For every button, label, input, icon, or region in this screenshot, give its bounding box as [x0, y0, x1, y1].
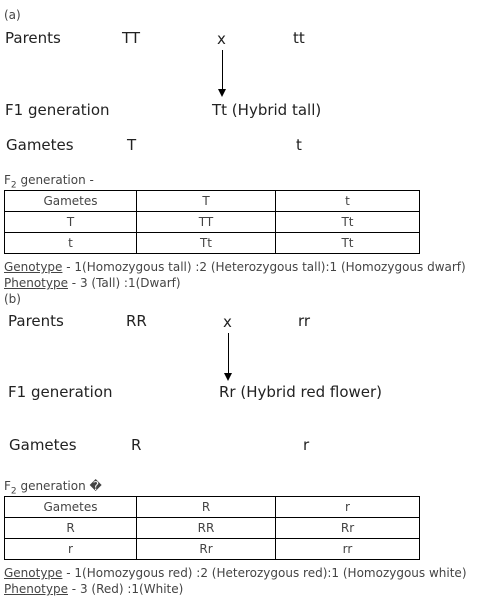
table-cell: r — [5, 539, 137, 560]
gamete-1: T — [127, 136, 137, 154]
f2-generation-heading: $F_2$ generation - — [4, 173, 94, 191]
cross-symbol: x — [223, 313, 232, 331]
cross-arrow-line — [228, 333, 229, 376]
table-cell: RR — [137, 518, 276, 539]
table-cell: Tt — [276, 233, 420, 254]
parent-2-genotype: tt — [293, 29, 305, 47]
table-row — [5, 233, 420, 254]
table-cell: t — [5, 233, 137, 254]
gamete-1: R — [131, 436, 142, 454]
table-cell: T — [5, 212, 137, 233]
phenotype-ratio: Phenotype - 3 (Tall) :1(Dwarf) — [4, 276, 181, 290]
table-cell: rr — [276, 539, 420, 560]
part-b-label: (b) — [4, 292, 21, 306]
cross-symbol: x — [217, 30, 226, 48]
parents-label: Parents — [8, 312, 64, 330]
gamete-2: r — [303, 436, 310, 454]
genotype-ratio: Genotype - 1(Homozygous red) :2 (Heterozygous red):1 (Homozygous white) — [4, 566, 467, 580]
table-row — [5, 539, 420, 560]
table-cell: R — [5, 518, 137, 539]
parent-1-genotype: RR — [126, 312, 147, 330]
genotype-ratio: Genotype - 1(Homozygous tall) :2 (Heterozygous tall):1 (Homozygous dwarf) — [4, 260, 466, 274]
f1-result: Tt (Hybrid tall) — [212, 101, 322, 119]
table-cell: Rr — [137, 539, 276, 560]
table-header-row — [5, 497, 420, 518]
arrow-down-icon — [224, 373, 232, 381]
parent-1-genotype: TT — [122, 29, 141, 47]
f1-generation-label: F1 generation — [5, 101, 110, 119]
part-a-label: (a) — [4, 8, 21, 22]
phenotype-label: Phenotype — [4, 276, 68, 290]
gamete-2: t — [296, 136, 302, 154]
table-cell: Gametes — [5, 191, 137, 212]
gametes-label: Gametes — [9, 436, 77, 454]
f2-generation-heading: $F_2$ generation � — [4, 479, 102, 497]
arrow-down-icon — [218, 89, 226, 97]
genotype-label: Genotype — [4, 566, 63, 580]
parents-label: Parents — [5, 29, 61, 47]
phenotype-ratio: Phenotype - 3 (Red) :1(White) — [4, 582, 184, 596]
parent-2-genotype: rr — [298, 312, 311, 330]
table-cell: R — [137, 497, 276, 518]
cross-arrow-line — [222, 50, 223, 92]
table-cell: TT — [137, 212, 276, 233]
genotype-label: Genotype — [4, 260, 63, 274]
table-row — [5, 212, 420, 233]
f1-result: Rr (Hybrid red flower) — [219, 383, 383, 401]
f1-generation-label: F1 generation — [8, 383, 113, 401]
punnett-square-b — [4, 496, 420, 560]
table-cell: Gametes — [5, 497, 137, 518]
gametes-label: Gametes — [6, 136, 74, 154]
table-cell: Tt — [276, 212, 420, 233]
table-cell: Tt — [137, 233, 276, 254]
phenotype-label: Phenotype — [4, 582, 68, 596]
table-row — [5, 518, 420, 539]
table-header-row — [5, 191, 420, 212]
table-cell: T — [137, 191, 276, 212]
table-cell: t — [276, 191, 420, 212]
punnett-square-a — [4, 190, 420, 254]
table-cell: r — [276, 497, 420, 518]
table-cell: Rr — [276, 518, 420, 539]
